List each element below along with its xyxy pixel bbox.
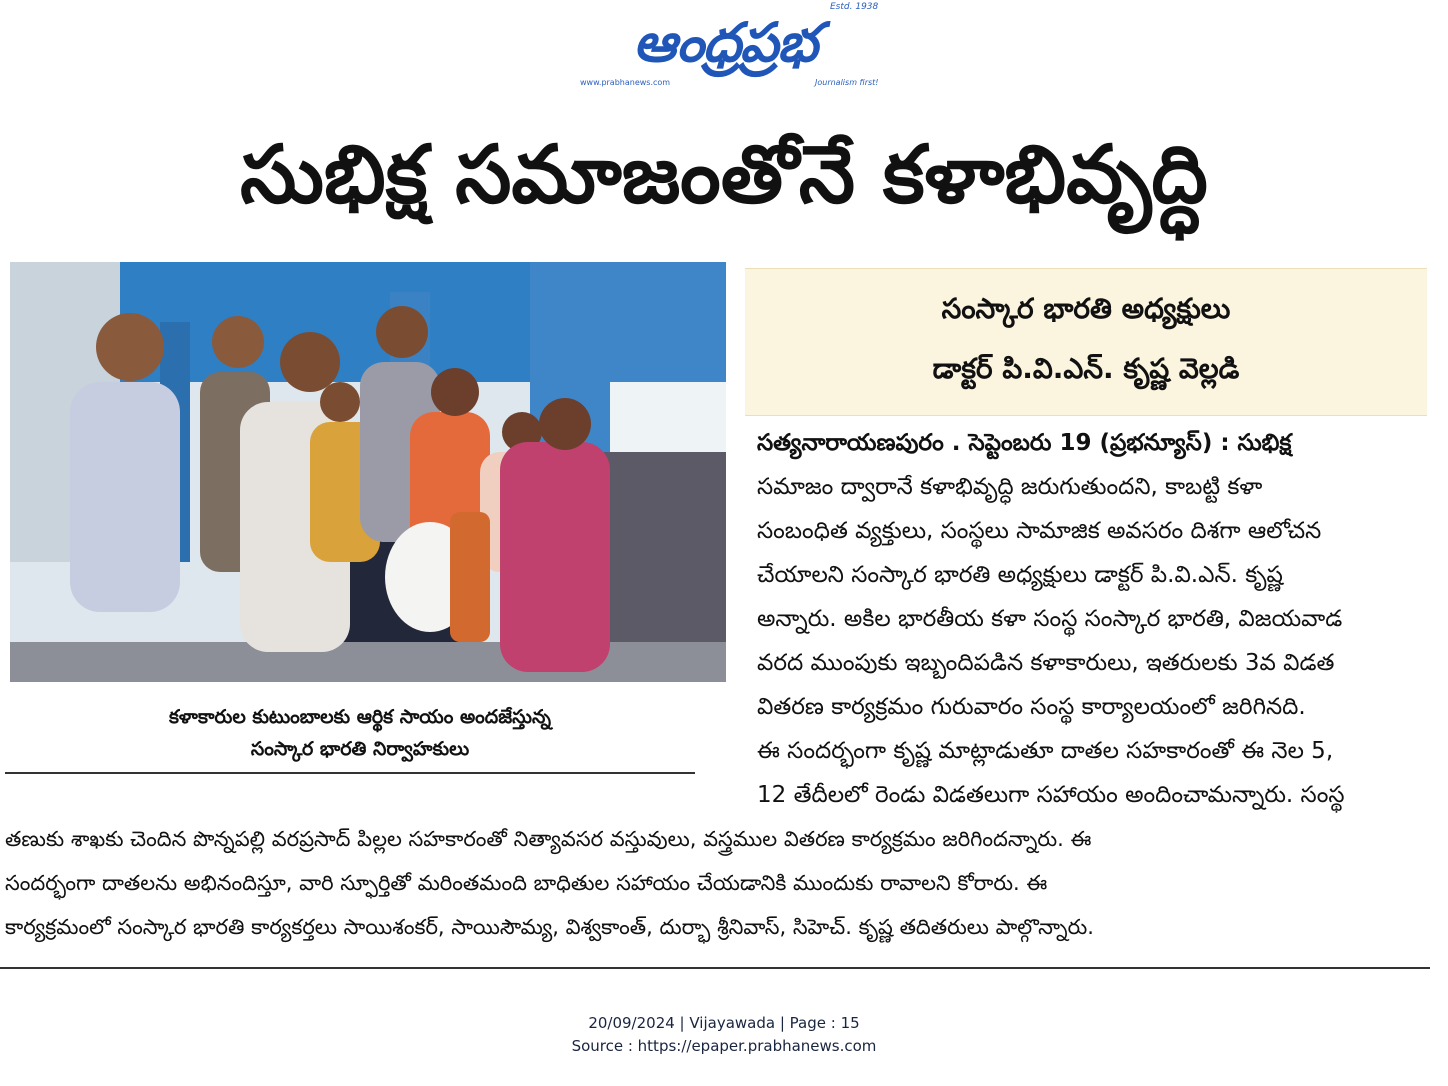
photo-caption-line-2: సంస్కార భారతి నిర్వాహకులు	[250, 738, 470, 760]
article-body-line: సమాజం ద్వారానే కళాభివృద్ధి జరుగుతుందని, కాబట్టి కళా	[757, 474, 1263, 500]
article-body-line: చేయాలని సంస్కార భారతి అధ్యక్షులు డాక్టర్ పి.వి.ఎన్. కృష్ణ	[757, 562, 1283, 588]
article-body-line: కార్యక్రమంలో సంస్కార భారతి కార్యకర్తలు సాయిశంకర్, సాయిసౌమ్య, విశ్వకాంత్, దుర్భా శ్రీనివాస్, సిహెచ్. కృష్ణ తదితరులు పాల్గొన్నారు.	[5, 915, 1094, 939]
article-body-line: 12 తేదీలలో రెండు విడతలుగా సహాయం అందించామన్నారు. సంస్థ	[757, 782, 1345, 808]
article-bottom-divider	[0, 967, 1430, 969]
article-body-line: సంబంధిత వ్యక్తులు, సంస్థలు సామాజిక అవసరం దిశగా ఆలోచన	[757, 518, 1322, 544]
footer-meta: 20/09/2024 | Vijayawada | Page : 15	[588, 1014, 860, 1032]
callout-line-2: డాక్టర్ పి.వి.ఎన్. కృష్ణ వెల్లడి	[932, 352, 1240, 385]
subheading-callout	[745, 268, 1427, 416]
article-photo	[10, 262, 726, 682]
article-body-line: తణుకు శాఖకు చెందిన పొన్నపల్లి వరప్రసాద్ పిల్లల సహకారంతో నిత్యావసర వస్తువులు, వస్త్రముల వితరణ కార్యక్రమం జరిగిందన్నారు. ఈ	[5, 827, 1092, 851]
masthead-estd: Estd. 1938	[830, 2, 879, 12]
masthead-website: www.prabhanews.com	[580, 78, 671, 87]
caption-divider	[5, 772, 695, 774]
masthead-tagline: Journalism first!	[815, 78, 879, 87]
article-body-line: అన్నారు. అకిల భారతీయ కళా సంస్థ సంస్కార భారతి, విజయవాడ	[757, 606, 1343, 632]
masthead-logo: ఆంధ్రప్రభ	[633, 11, 817, 74]
article-headline: సుభిక్ష సమాజంతోనే కళాభివృద్ధి	[240, 128, 1208, 221]
article-body-line: ఈ సందర్భంగా కృష్ణ మాట్లాడుతూ దాతల సహకారంతో ఈ నెల 5,	[757, 738, 1334, 764]
article-body-line: వితరణ కార్యక్రమం గురువారం సంస్థ కార్యాలయంలో జరిగినది.	[757, 694, 1306, 720]
article-body-line: సందర్భంగా దాతలను అభినందిస్తూ, వారి స్ఫూర్తితో మరింతమంది బాధితుల సహాయం చేయడానికి ముందుకు రావాలని కోరారు. ఈ	[5, 871, 1048, 895]
photo-caption-line-1: కళాకారుల కుటుంబాలకు ఆర్థిక సాయం అందజేస్తున్న	[169, 706, 551, 728]
callout-line-1: సంస్కార భారతి అధ్యక్షులు	[941, 292, 1231, 325]
footer-source: Source : https://epaper.prabhanews.com	[571, 1037, 877, 1055]
article-body-line: సత్యనారాయణపురం . సెప్టెంబరు 19 (ప్రభన్యూస్) : సుభిక్ష	[757, 430, 1292, 456]
article-body-line: వరద ముంపుకు ఇబ్బందిపడిన కళాకారులు, ఇతరులకు 3వ విడత	[757, 650, 1335, 676]
photo-illustration	[10, 262, 726, 682]
